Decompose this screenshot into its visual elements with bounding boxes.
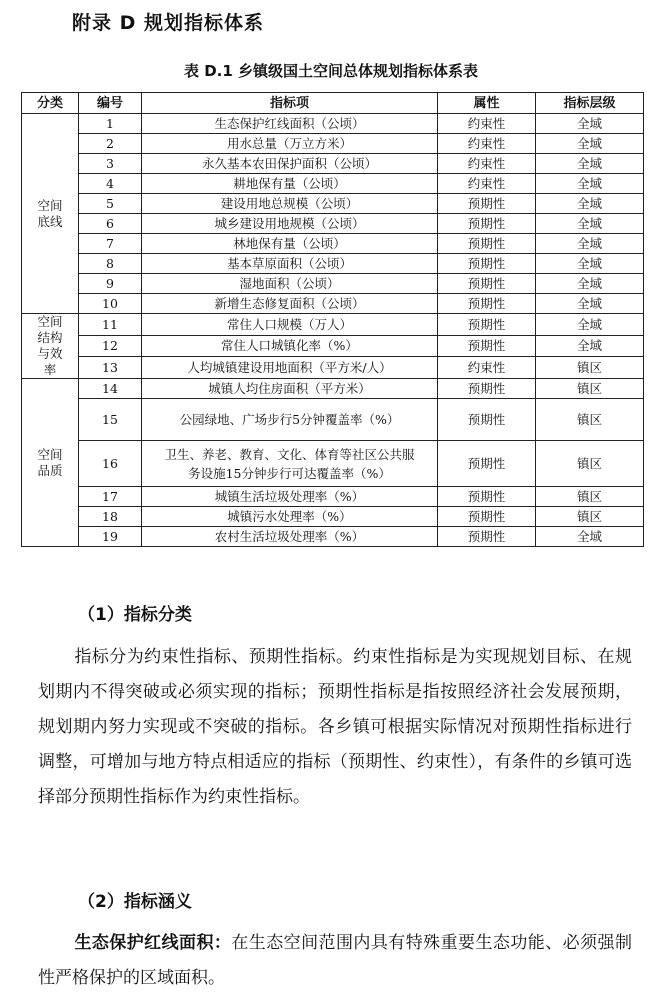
row-level: 全域 [536, 234, 644, 254]
row-level: 镇区 [536, 399, 644, 441]
row-indicator: 基本草原面积（公顷） [142, 254, 438, 274]
row-number: 2 [79, 134, 142, 154]
table-row [22, 134, 644, 154]
category-cell: 空间底线 [22, 114, 79, 314]
table-row [22, 314, 644, 336]
row-number: 1 [79, 114, 142, 134]
row-number: 7 [79, 234, 142, 254]
row-indicator: 农村生活垃圾处理率（%） [142, 527, 438, 547]
row-attribute: 预期性 [438, 527, 536, 547]
indicator-table [21, 92, 644, 547]
row-attribute: 预期性 [438, 234, 536, 254]
row-number: 18 [79, 507, 142, 527]
appendix-title: 附录 D 规划指标体系 [72, 12, 265, 34]
row-level: 全域 [536, 314, 644, 336]
header-category: 分类 [22, 93, 79, 114]
row-attribute: 预期性 [438, 214, 536, 234]
row-number: 6 [79, 214, 142, 234]
row-attribute: 约束性 [438, 154, 536, 174]
row-attribute: 预期性 [438, 379, 536, 399]
row-level: 镇区 [536, 507, 644, 527]
table-header-row [22, 93, 644, 114]
row-indicator: 建设用地总规模（公顷） [142, 194, 438, 214]
row-attribute: 预期性 [438, 441, 536, 487]
row-indicator: 永久基本农田保护面积（公顷） [142, 154, 438, 174]
row-level: 全域 [536, 194, 644, 214]
table-row [22, 507, 644, 527]
classification-paragraph [38, 640, 632, 815]
row-indicator: 生态保护红线面积（公顷） [142, 114, 438, 134]
table-row [22, 194, 644, 214]
table-row [22, 254, 644, 274]
row-indicator: 城镇污水处理率（%） [142, 507, 438, 527]
row-number: 13 [79, 357, 142, 379]
row-number: 16 [79, 441, 142, 487]
table-row [22, 357, 644, 379]
row-number: 14 [79, 379, 142, 399]
table-row [22, 114, 644, 134]
section-heading-meaning: （2）指标涵义 [78, 892, 192, 912]
row-attribute: 预期性 [438, 314, 536, 336]
row-level: 全域 [536, 254, 644, 274]
table-row [22, 294, 644, 314]
row-attribute: 预期性 [438, 507, 536, 527]
definition-text: 在生态空间范围内具有特殊重要生态功能、必须强制性严格保护的区域面积。 [38, 933, 632, 988]
row-indicator: 用水总量（万立方米） [142, 134, 438, 154]
row-number: 8 [79, 254, 142, 274]
category-cell: 空间品质 [22, 379, 79, 547]
table-row [22, 154, 644, 174]
row-indicator: 林地保有量（公顷） [142, 234, 438, 254]
row-attribute: 预期性 [438, 294, 536, 314]
row-indicator: 常住人口城镇化率（%） [142, 335, 438, 357]
row-number: 9 [79, 274, 142, 294]
table-caption: 表 D.1 乡镇级国土空间总体规划指标体系表 [183, 62, 479, 80]
row-attribute: 预期性 [438, 194, 536, 214]
row-number: 10 [79, 294, 142, 314]
table-row [22, 527, 644, 547]
header-number: 编号 [79, 93, 142, 114]
row-level: 全域 [536, 154, 644, 174]
row-level: 镇区 [536, 379, 644, 399]
row-number: 5 [79, 194, 142, 214]
definition-paragraph [38, 926, 632, 996]
row-level: 全域 [536, 214, 644, 234]
row-number: 19 [79, 527, 142, 547]
table-row [22, 214, 644, 234]
table-row [22, 274, 644, 294]
row-indicator: 城乡建设用地规模（公顷） [142, 214, 438, 234]
table-row [22, 487, 644, 507]
row-level: 镇区 [536, 487, 644, 507]
row-attribute: 预期性 [438, 254, 536, 274]
table-row [22, 234, 644, 254]
row-indicator: 耕地保有量（公顷） [142, 174, 438, 194]
header-level: 指标层级 [536, 93, 644, 114]
row-indicator: 湿地面积（公顷） [142, 274, 438, 294]
row-level: 全域 [536, 527, 644, 547]
row-attribute: 约束性 [438, 174, 536, 194]
row-attribute: 预期性 [438, 487, 536, 507]
row-level: 镇区 [536, 441, 644, 487]
row-indicator: 新增生态修复面积（公顷） [142, 294, 438, 314]
row-indicator: 人均城镇建设用地面积（平方米/人） [142, 357, 438, 379]
row-level: 全域 [536, 114, 644, 134]
row-number: 15 [79, 399, 142, 441]
row-number: 4 [79, 174, 142, 194]
row-attribute: 预期性 [438, 274, 536, 294]
row-level: 全域 [536, 274, 644, 294]
classification-text: 指标分为约束性指标、预期性指标。约束性指标是为实现规划目标、在规划期内不得突破或必须实现的指标；预期性指标是指按照经济社会发展预期，规划期内努力实现或不突破的指标。各乡镇可根据实际情况对预期性指标进行调整，可增加与地方特点相适应的指标（预期性、约束性），有条件的乡镇可选择部分预期性指标作为约束性指标。 [38, 647, 632, 807]
row-attribute: 预期性 [438, 399, 536, 441]
row-number: 11 [79, 314, 142, 336]
table-row [22, 335, 644, 357]
row-level: 镇区 [536, 357, 644, 379]
row-indicator: 城镇生活垃圾处理率（%） [142, 487, 438, 507]
header-attribute: 属性 [438, 93, 536, 114]
row-level: 全域 [536, 335, 644, 357]
category-cell: 空间结构与效率 [22, 314, 79, 379]
row-number: 17 [79, 487, 142, 507]
row-attribute: 约束性 [438, 114, 536, 134]
table-row [22, 399, 644, 441]
row-level: 全域 [536, 174, 644, 194]
row-level: 全域 [536, 294, 644, 314]
row-attribute: 预期性 [438, 335, 536, 357]
row-number: 3 [79, 154, 142, 174]
table-row [22, 174, 644, 194]
row-indicator: 公园绿地、广场步行5分钟覆盖率（%） [142, 399, 438, 441]
row-indicator: 城镇人均住房面积（平方米） [142, 379, 438, 399]
row-indicator: 卫生、养老、教育、文化、体育等社区公共服务设施15分钟步行可达覆盖率（%） [142, 441, 438, 487]
table-row [22, 441, 644, 487]
row-level: 全域 [536, 134, 644, 154]
table-row [22, 379, 644, 399]
row-indicator: 常住人口规模（万人） [142, 314, 438, 336]
header-indicator: 指标项 [142, 93, 438, 114]
row-number: 12 [79, 335, 142, 357]
row-attribute: 约束性 [438, 357, 536, 379]
definition-term: 生态保护红线面积： [74, 933, 232, 953]
row-attribute: 约束性 [438, 134, 536, 154]
section-heading-classification: （1）指标分类 [78, 605, 192, 625]
